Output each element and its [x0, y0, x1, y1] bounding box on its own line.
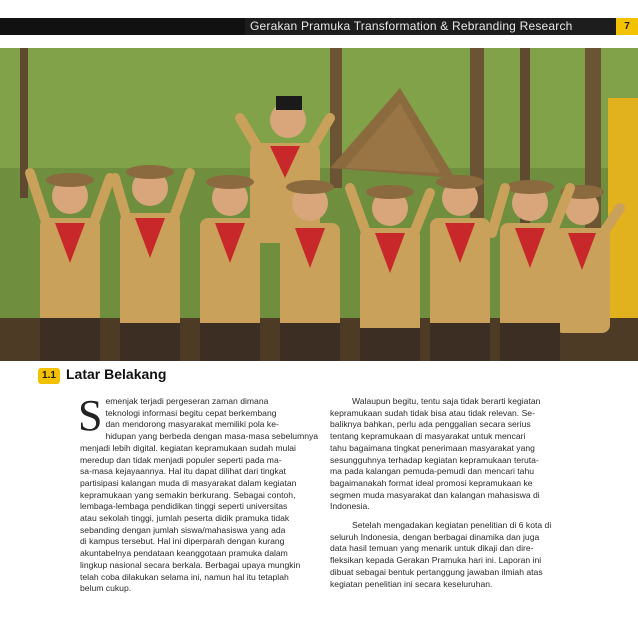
scouts-photo-illustration	[0, 48, 638, 361]
text-line: tentang kepramukaan di masyarakat untuk mencari	[330, 431, 526, 442]
text-line: menjadi lebih digital. kegiatan kepramukaan sudah mulai	[80, 442, 296, 453]
text-line: meredup dan tidak menjadi populer seperti pada ma-	[80, 454, 282, 465]
text-line: dibuat sebagai bentuk pertanggung jawaban ilmiah atas	[330, 566, 543, 577]
text-line: sa-masa kejayaannya. Hal itu dapat dilihat dari tingkat	[80, 466, 286, 477]
text-line: hidupan yang berbeda dengan masa-masa sebelumnya	[105, 431, 319, 442]
page-header	[0, 18, 638, 35]
text-line: Setelah mengadakan kegiatan penelitian di 6 kota di	[352, 520, 552, 531]
text-line: emenjak terjadi pergeseran zaman dimana	[105, 396, 269, 406]
text-line: tahu bagaimana tingkat penerimaan masyarakat yang	[330, 442, 535, 453]
text-line: telah coba dilakukan selama ini, namun hal itu tetaplah	[80, 571, 289, 582]
header-dark-block	[0, 18, 245, 35]
right-text-column	[330, 396, 578, 590]
text-line: Indonesia.	[330, 501, 370, 512]
text-line: partisipasi kalangan muda di masyarakat dalam kegiatan	[80, 477, 297, 488]
right-paragraph-1	[330, 396, 578, 513]
text-line: seluruh Indonesia, dengan berbagai dinamika dan juga	[330, 531, 540, 542]
text-line: sesungguhnya terhadap kegiatan kepramukaan teruta-	[330, 454, 539, 465]
text-line: lembaga-lembaga pendidikan tinggi seperti universitas	[80, 501, 288, 512]
text-line: bagaimanakah format ideal promosi kepramukaan ke	[330, 477, 533, 488]
text-line: segmen muda masyarakat dan kalangan mahasiswa di	[330, 489, 540, 500]
left-text-column	[78, 391, 319, 595]
text-line: kepramukaan yang semakin berkurang. Sebagai contoh,	[80, 489, 296, 500]
text-line: data hasil temuan yang menarik untuk dikaji dan dire-	[330, 543, 534, 554]
text-line: kegiatan penelitian ini secara keseluruhan.	[330, 578, 493, 589]
header-title: Gerakan Pramuka Transformation & Rebranding Research	[250, 19, 573, 33]
text-line: sebanding dengan jumlah siswa/mahasiswa yang ada	[80, 524, 286, 535]
text-line: ma pada kalangan pemuda-pemudi dan mencari tahu	[330, 466, 534, 477]
text-line: Walaupun begitu, tentu saja tidak berarti kegiatan	[352, 396, 541, 406]
text-line: belum cukup.	[80, 583, 132, 594]
text-line: baliknya bahkan, perlu ada penggalian secara serius	[330, 419, 531, 430]
left-paragraph	[78, 391, 319, 595]
text-line: fleksikan kepada Gerakan Pramuka hari ini. Laporan ini	[330, 555, 542, 566]
text-line: di kampus tersebut. Hal ini diperparah dengan kurang	[80, 536, 285, 547]
dropcap-letter: S	[78, 391, 103, 440]
text-line: teknologi informasi begitu cepat berkembang	[105, 407, 277, 418]
scouts-photo	[0, 48, 638, 361]
text-line: dan mendorong masyarakat memiliki pola ke-	[105, 419, 279, 430]
text-line: akuntabelnya pendataan keanggotaan pramuka dalam	[80, 548, 288, 559]
text-line: kepramukaan sudah tidak bisa atau tidak relevan. Se-	[330, 407, 535, 418]
page-number: 7	[616, 18, 638, 35]
text-line: lingkup nasional secara berkala. Berbagai upaya mungkin	[80, 559, 301, 570]
section-number-badge: 1.1	[38, 368, 60, 384]
section-title: Latar Belakang	[66, 366, 167, 382]
text-line: atau sekolah tinggi, jumlah peserta didik pramuka tidak	[80, 513, 290, 524]
right-paragraph-2	[330, 520, 578, 590]
